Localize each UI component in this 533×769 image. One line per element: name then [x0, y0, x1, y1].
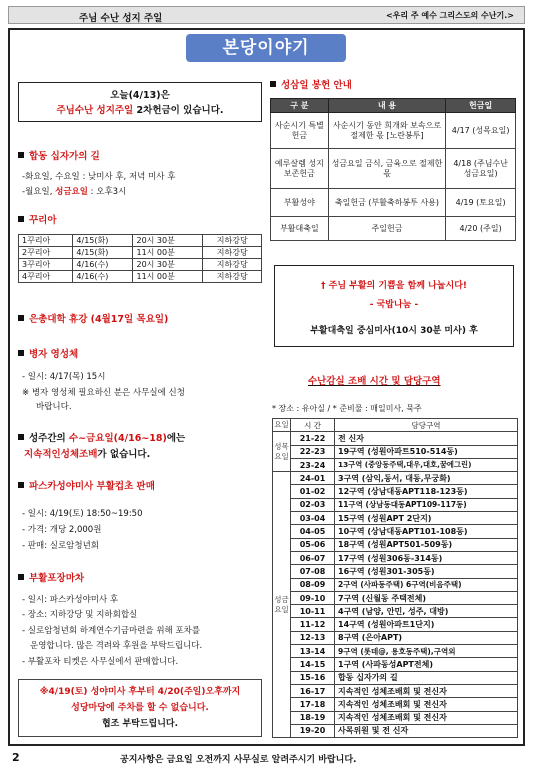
text-cell: 08-09 [291, 578, 335, 591]
text-cell: 12구역 (상남대동APT118-123동) [335, 485, 518, 498]
text-cell: 전 신자 [335, 432, 518, 445]
text-cell: 11시 00분 [133, 247, 203, 259]
text-cell: 3꾸리아 [19, 259, 73, 271]
text-cell: 9구역 (롯데@, 용호동주택),구역외 [335, 645, 518, 658]
text-cell: 지하강당 [203, 247, 262, 259]
text-cell: 성금요일 금식, 금육으로 절제한 몫 [328, 149, 445, 189]
text-cell: 13구역 (중앙동주택,대우,대호,꿈에그린) [335, 458, 518, 471]
text-cell: 13-14 [291, 645, 335, 658]
curia-table [18, 234, 262, 283]
procession-heading [18, 148, 100, 162]
header-bar [8, 6, 525, 24]
text-cell: 15-16 [291, 671, 335, 684]
text-cell: 1구역 (사파동성APT전체) [335, 658, 518, 671]
text-cell: 11시 00분 [133, 271, 203, 283]
table-row [273, 618, 518, 631]
text-cell: 지하강당 [203, 271, 262, 283]
text-cell: 지속적인 성체조배회 및 전신자 [335, 698, 518, 711]
table-row [273, 658, 518, 671]
text-cell: 12-13 [291, 631, 335, 644]
text-cell: -월요일, [22, 187, 56, 197]
text-cell: 담당구역 [335, 419, 518, 432]
text-cell: 4/20 (주일) [446, 217, 516, 241]
easter-message-box [274, 265, 514, 347]
text-cell: 8구역 (은아APT) [335, 631, 518, 644]
text-cell: 15구역 (성원APT 2단지) [335, 512, 518, 525]
text-cell: 수난감실 조배 시간 및 담당구역 [308, 376, 441, 387]
table-row [271, 217, 516, 241]
text-cell: 10구역 (상남대동APT101-108동) [335, 525, 518, 538]
text-cell: 11-12 [291, 618, 335, 631]
holy-week-line2 [24, 446, 150, 460]
candle-l1: - 일시: 4/19(토) 18:50~19:50 [22, 509, 143, 519]
cart-heading [18, 570, 84, 584]
table-row [273, 645, 518, 658]
text-cell: 사목위원 및 전 신자 [335, 724, 518, 737]
text-cell: 14-15 [291, 658, 335, 671]
sick-date: - 일시: 4/17(목) 15시 [22, 372, 106, 382]
table-row [273, 472, 518, 485]
notice-line2 [19, 103, 261, 118]
notice-highlight: 주님수난 성지주일 [56, 105, 134, 116]
text-cell: 17구역 (성원306동-314동) [335, 551, 518, 564]
cart-l3: - 실로암청년회 하계연수기금마련을 위해 포차를 [22, 626, 201, 636]
cart-l1: - 일시: 파스카성야미사 후 [22, 595, 119, 605]
cart-l4: 운영합니다. 많은 격려와 후원을 부탁드립니다. [30, 641, 203, 651]
table-row [273, 724, 518, 737]
offering-table [270, 98, 516, 241]
text-cell: 사순시기 특별헌금 [271, 113, 329, 149]
table-row [273, 631, 518, 644]
text-cell: 4/15(화) [73, 247, 133, 259]
parking-l1: ※4/19(토) 성야미사 후부터 4/20(주일)오후까지 [39, 687, 241, 697]
table-header [273, 419, 518, 432]
text-cell: 내 용 [328, 99, 445, 113]
text-cell: 14구역 (성원아파트1단지) [335, 618, 518, 631]
text-cell: 4/16(수) [73, 259, 133, 271]
text-cell: 16구역 (성원301-305동) [335, 565, 518, 578]
page-number: 2 [12, 751, 20, 764]
parking-l2: 성당마당에 주차를 할 수 없습니다. [71, 703, 209, 713]
table-row [273, 605, 518, 618]
text-cell: 2구역 (사파동주택) 6구역(비음주택) [335, 578, 518, 591]
text-cell: 부활대축일 [271, 217, 329, 241]
procession-line2 [22, 185, 126, 197]
text-cell: 05-06 [291, 538, 335, 551]
text-cell: 24-01 [291, 472, 335, 485]
text-cell: 09-10 [291, 591, 335, 604]
text-cell: 합동 십자가의 길 [29, 151, 100, 162]
text-cell: 04-05 [291, 525, 335, 538]
text-cell: 가 없습니다. [97, 449, 151, 460]
table-row [273, 551, 518, 564]
table-row [273, 578, 518, 591]
table-row [19, 259, 262, 271]
text-cell: 파스카성야미사 부활컵초 판매 [29, 481, 155, 492]
curia-heading [18, 212, 57, 226]
easter-msg-l3: 부활대축일 중심미사(10시 30분 미사) 후 [310, 326, 478, 336]
header-left: 주님 수난 성지 주일 [79, 13, 163, 24]
text-cell: 꾸리아 [29, 215, 57, 226]
text-cell: 1꾸리아 [19, 235, 73, 247]
text-cell: 수~금요일(4/16~18) [69, 433, 167, 444]
table-header [271, 99, 516, 113]
text-cell: 23-24 [291, 458, 335, 471]
table-row [273, 445, 518, 458]
text-cell: 지하강당 [203, 259, 262, 271]
table-row [273, 458, 518, 471]
table-row [273, 538, 518, 551]
text-cell: 11구역 (상남동대동APT109-117동) [335, 498, 518, 511]
table-row [273, 485, 518, 498]
text-cell: 4꾸리아 [19, 271, 73, 283]
sick-heading [18, 346, 78, 360]
text-cell: 성삼일 봉헌 안내 [281, 80, 352, 91]
offering-heading [270, 77, 352, 91]
header-right: <우리 주 예수 그리스도의 수난기.> [385, 11, 514, 20]
text-cell: 03-04 [291, 512, 335, 525]
text-cell: 지하강당 [203, 235, 262, 247]
adoration-heading [308, 373, 441, 387]
text-cell: 주일헌금 [328, 217, 445, 241]
notice-line1: 오늘(4/13)은 [110, 90, 170, 101]
procession-line1: -화요일, 수요일 : 낮미사 후, 저녁 미사 후 [22, 172, 176, 182]
table-row [19, 247, 262, 259]
table-row [273, 698, 518, 711]
sick-note1: ※ 병자 영성체 필요하신 분은 사무실에 신청 [22, 388, 185, 398]
text-cell: 16-17 [291, 684, 335, 697]
text-cell: 4구역 (남양, 안민, 성주, 대방) [335, 605, 518, 618]
table-row [273, 684, 518, 697]
cart-l5: - 부활포차 티켓은 사무실에서 판매합니다. [22, 657, 179, 667]
table-row [273, 671, 518, 684]
table-row [271, 149, 516, 189]
adoration-table [272, 418, 518, 738]
table-row [19, 235, 262, 247]
text-cell: 4/16(수) [73, 271, 133, 283]
notice-rest: 2차헌금이 있습니다. [133, 105, 224, 116]
text-cell: 지속적인성체조배 [24, 449, 98, 460]
group-friday: 성금요일 [273, 472, 291, 738]
text-cell: 시 간 [291, 419, 335, 432]
text-cell: 19-20 [291, 724, 335, 737]
text-cell: 10-11 [291, 605, 335, 618]
text-cell: 4/19 (토요일) [446, 189, 516, 217]
text-cell: 7구역 (신월동 주택전체) [335, 591, 518, 604]
easter-msg-l2: - 국밥나눔 - [369, 300, 419, 310]
text-cell: 20시 30분 [133, 259, 203, 271]
text-cell: 19구역 (성원아파트510-514동) [335, 445, 518, 458]
text-cell: 21-22 [291, 432, 335, 445]
text-cell: 병자 영성체 [29, 349, 79, 360]
text-cell: 22-23 [291, 445, 335, 458]
table-row [273, 432, 518, 445]
easter-msg-l1: † 주님 부활의 기쁨을 함께 나눕시다! [321, 281, 467, 291]
sick-note2: 바랍니다. [36, 402, 72, 412]
elder-college-heading [18, 311, 168, 325]
candle-heading [18, 478, 155, 492]
text-cell: 지속적인 성체조배회 및 전신자 [335, 684, 518, 697]
parking-l3: 협조 부탁드립니다. [101, 719, 179, 729]
table-row [273, 711, 518, 724]
text-cell: 18구역 (성원APT501-509동) [335, 538, 518, 551]
text-cell: 4/17 (성목요일) [446, 113, 516, 149]
text-cell: 성금요일 [55, 187, 88, 197]
footer [0, 750, 533, 769]
text-cell: 06-07 [291, 551, 335, 564]
notice-box [18, 82, 262, 122]
text-cell: 헌금일 [446, 99, 516, 113]
table-row [273, 591, 518, 604]
page-title: 본당이야기 [186, 34, 346, 62]
text-cell: 01-02 [291, 485, 335, 498]
text-cell: 에는 [166, 433, 186, 444]
text-cell: 은총대학 휴강 (4월17일 목요일) [29, 314, 169, 325]
cart-l2: - 장소: 지하강당 및 지하회합실 [22, 610, 138, 620]
text-cell: 구 분 [271, 99, 329, 113]
text-cell: : 오후3시 [87, 187, 127, 197]
table-row [273, 525, 518, 538]
group-thursday: 성목요일 [273, 432, 291, 472]
candle-l2: - 가격: 개당 2,000원 [22, 525, 102, 535]
text-cell: 02-03 [291, 498, 335, 511]
text-cell: 성주간의 [29, 433, 70, 444]
text-cell: 07-08 [291, 565, 335, 578]
holy-week-line1 [18, 430, 185, 444]
text-cell: 18-19 [291, 711, 335, 724]
text-cell: 2꾸리아 [19, 247, 73, 259]
parking-note-box [18, 679, 262, 737]
table-row [271, 113, 516, 149]
text-cell: 합동 십자가의 길 [335, 671, 518, 684]
text-cell: 부활포장마차 [29, 573, 85, 584]
adoration-info: * 장소 : 유아실 / * 준비물 : 매일미사, 묵주 [272, 404, 422, 413]
table-row [273, 565, 518, 578]
text-cell: 축일헌금 (부활축하봉투 사용) [328, 189, 445, 217]
text-cell: 17-18 [291, 698, 335, 711]
footer-message: 공지사항은 금요일 오전까지 사무실로 알려주시기 바랍니다. [120, 755, 357, 765]
text-cell: 4/18 (주님수난 성금요일) [446, 149, 516, 189]
text-cell: 사순시기 동안 희개와 보속으로 절제한 몫 [노란봉투] [328, 113, 445, 149]
table-row [271, 189, 516, 217]
text-cell: 부활성야 [271, 189, 329, 217]
text-cell: 요일 [273, 419, 291, 432]
table-row [273, 512, 518, 525]
text-cell: 3구역 (삼익,동서, 대동,무궁화) [335, 472, 518, 485]
text-cell: 4/15(화) [73, 235, 133, 247]
table-row [19, 271, 262, 283]
text-cell: 지속적인 성체조배회 및 전신자 [335, 711, 518, 724]
table-row [273, 498, 518, 511]
text-cell: 예루살렘 성지보존헌금 [271, 149, 329, 189]
candle-l3: - 판매: 실로암청년회 [22, 541, 100, 551]
text-cell: 20시 30분 [133, 235, 203, 247]
